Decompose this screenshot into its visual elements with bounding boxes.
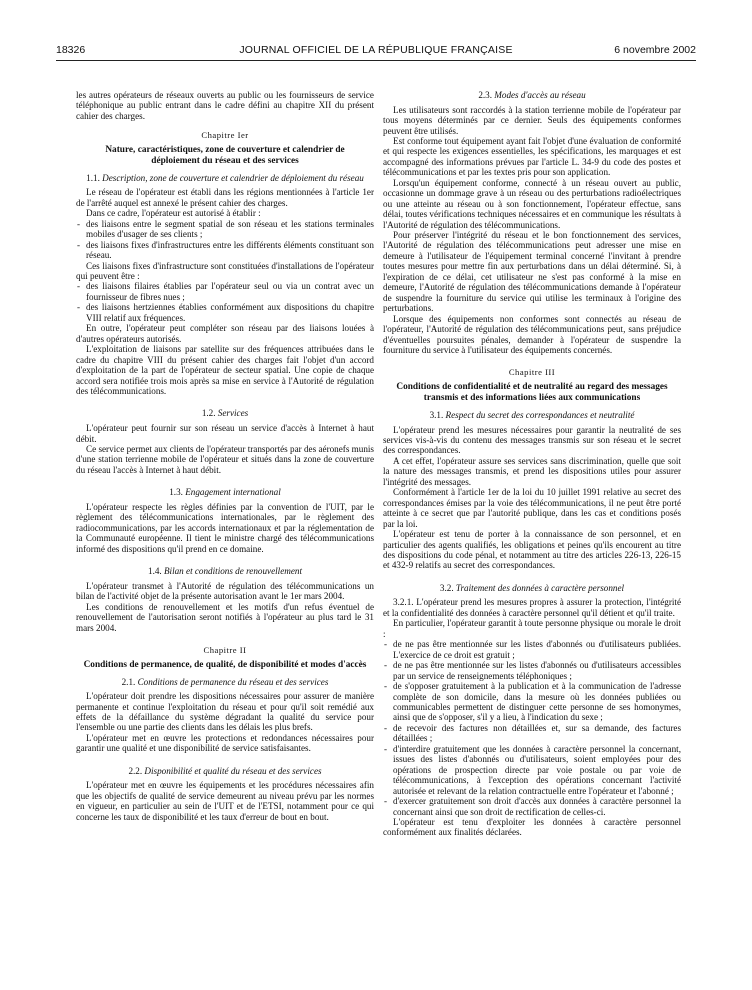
paragraph: Les conditions de renouvellement et les motifs d'un refus éventuel de renouvellement de l'autorisation seront notifiés à l'opérateur au plus tard le 31 mars 2004. (76, 601, 374, 633)
list-item: - de s'opposer gratuitement à la publication et à la communication de l'adresse complète de son domicile, dans la mesure où les données publiées ou communicables permettent de distinguer cette personne de ses homonymes, ainsi que de s'opposer, s'il y a lieu, à l'indication du sexe ; (383, 681, 681, 723)
paragraph: L'opérateur est tenu de porter à la connaissance de son personnel, et en particulier des agents qualifiés, les obligations et peines qu'ils encourent au titre des dispositions du code pénal, et notamment au titre des articles 226-13, 226-15 et 432-9 relatifs au secret des correspondances. (383, 529, 681, 571)
paragraph: Le réseau de l'opérateur est établi dans les régions mentionnées à l'article 1er de l'arrêté auquel est annexé le présent cahier des charges. (76, 187, 374, 208)
paragraph: Ce service permet aux clients de l'opérateur transportés par des aéronefs munis d'une station terrienne mobile de l'opérateur et situés dans la zone de couverture du réseau l'accès à Internet à haut débit. (76, 443, 374, 475)
bullet-list (383, 639, 681, 817)
paragraph: Dans ce cadre, l'opérateur est autorisé à établir : (86, 208, 261, 219)
section-heading (76, 173, 374, 184)
list-item: - de recevoir des factures non détaillées et, sur sa demande, des factures détaillées ; (383, 723, 681, 744)
list-item: - de ne pas être mentionnée sur les listes d'abonnés ou d'utilisateurs accessibles par un service de renseignements téléphoniques ; (383, 660, 681, 681)
section-number: 2.2. (128, 765, 143, 776)
list-item: - des liaisons entre le segment spatial de son réseau et les stations terminales mobiles d'usager de ses clients ; (76, 219, 374, 240)
paragraph: L'opérateur respecte les règles définies par la convention de l'UIT, par le règlement des télécommunications internationales, par le règlement des radiocommunications, par les accords internationaux et par la réglementation de la Communauté européenne. Il tient le ministre chargé des télécommunications informé des dispositions qu'il prend en ce domaine. (76, 501, 374, 554)
paragraph: Lorsqu'un équipement conforme, connecté à un réseau ouvert au public, occasionne un dommage grave à un réseau ou des perturbations radioélectriques ou une atteinte au réseau ou à son fonctionnement, l'opérateur effectue, sans délai, toutes vérifications techniques nécessaires et en communique les résultats à l'Autorité de régulation des télécommunications. (383, 177, 681, 230)
chapter-title: Nature, caractéristiques, zone de couverture et calendrier de déploiement du réseau et des services (105, 144, 345, 166)
chapter-label: Chapitre Ier (201, 130, 249, 141)
section-number: 2.3. (478, 90, 492, 100)
journal-title: JOURNAL OFFICIEL DE LA RÉPUBLIQUE FRANÇAISE (239, 44, 513, 56)
chapter-label: Chapitre II (203, 645, 247, 656)
section-title: Services (217, 408, 249, 419)
paragraph: En outre, l'opérateur peut compléter son réseau par des liaisons louées à d'autres opérateurs autorisés. (76, 323, 374, 344)
paragraph: Lorsque des équipements non conformes sont connectés au réseau de l'opérateur, l'Autorité de régulation des télécommunications peut, sans préjudice d'éventuelles poursuites pénales, demander à l'opérateur de suspendre la fourniture du service à l'utilisateur des équipements concernés. (383, 313, 681, 356)
section-heading (76, 766, 374, 777)
paragraph: Les utilisateurs sont raccordés à la station terrienne mobile de l'opérateur par tous moyens déterminés par ce dernier. Seuls des équipements conformes peuvent être utilisés. (383, 104, 681, 136)
paragraph: A cet effet, l'opérateur assure ses services sans discrimination, quelle que soit la nature des messages transmis, et prend les dispositions utiles pour assurer l'intégrité des messages. (383, 455, 681, 487)
paragraph: L'opérateur prend les mesures nécessaires pour garantir la neutralité de ses services vis-à-vis du contenu des messages transmis sur son réseau et le secret des correspondances. (383, 424, 681, 456)
chapter-title: Conditions de confidentialité et de neutralité au regard des messages transmis et des informations liées aux communications (396, 381, 668, 403)
paragraph: L'opérateur peut fournir sur son réseau un service d'accès à Internet à haut débit. (76, 423, 374, 444)
list-item: - des liaisons fixes d'infrastructures entre les différents éléments constituant son réseau. (76, 240, 374, 261)
section-number: 1.1. (86, 172, 100, 183)
section-title: Disponibilité et qualité du réseau et des services (144, 765, 322, 776)
paragraph: L'opérateur transmet à l'Autorité de régulation des télécommunications un bilan de l'activité objet de la présente autorisation avant le 1er mars 2004. (76, 580, 374, 602)
section-title: Engagement international (185, 487, 281, 498)
section-title: Description, zone de couverture et calendrier de déploiement du réseau (102, 172, 364, 183)
left-column (76, 90, 374, 822)
paragraph: L'opérateur doit prendre les dispositions nécessaires pour assurer de manière permanente et continue l'exploitation du réseau et pour qu'il soit remédié aux effets de la défaillance du système dégradant la qualité du service pour l'ensemble ou une partie des clients dans les délais les plus brefs. (76, 691, 374, 733)
section-heading (76, 677, 374, 688)
paragraph: Ces liaisons fixes d'infrastructure sont constituées d'installations de l'opérateur qui peuvent être : (76, 260, 374, 282)
bullet-list (76, 219, 374, 261)
section-title: Respect du secret des correspondances et neutralité (445, 409, 635, 420)
page-header (56, 44, 696, 58)
paragraph: En particulier, l'opérateur garantit à toute personne physique ou morale le droit : (383, 618, 681, 639)
paragraph: les autres opérateurs de réseaux ouverts au public ou les fournisseurs de service téléphonique au public entrant dans le cadre défini au chapitre XII du présent cahier des charges. (76, 90, 374, 121)
section-number: 1.2. (201, 408, 216, 419)
paragraph: L'exploitation de liaisons par satellite sur des fréquences attribuées dans le cadre du chapitre VIII du présent cahier des charges fait l'objet d'un accord d'exploitation de la part de l'opérateur de secteur spatial. Une copie de chaque accord sera notifiée trois mois après sa mise en service à l'Autorité de régulation des télécommunications. (76, 344, 374, 397)
section-title: Conditions de permanence du réseau et des services (137, 676, 329, 687)
list-item: - d'exercer gratuitement son droit d'accès aux données à caractère personnel la concernant ainsi que son droit de rectification de celles-ci. (383, 796, 681, 817)
publication-date: 6 novembre 2002 (614, 44, 696, 56)
paragraph: Est conforme tout équipement ayant fait l'objet d'une évaluation de conformité et qui respecte les exigences essentielles, les spécifications, les marquages et est accompagné des informations prévues par l'article L. 34-9 du code des postes et télécommunications et par les textes pris pour son application. (383, 135, 681, 178)
bullet-list (76, 281, 374, 323)
paragraph: L'opérateur met en œuvre les protections et redondances nécessaires pour garantir une qualité et une disponibilité de service satisfaisantes. (76, 732, 374, 754)
section-title: Traitement des données à caractère personnel (455, 582, 625, 593)
paragraph: 3.2.1. L'opérateur prend les mesures propres à assurer la protection, l'intégrité et la confidentialité des données à caractère personnel qu'il détient et qu'il traite. (383, 597, 681, 618)
page-number: 18326 (56, 44, 86, 56)
section-heading (76, 487, 374, 498)
section-heading (383, 583, 681, 594)
paragraph: Conformément à l'article 1er de la loi du 10 juillet 1991 relative au secret des correspondances émises par la voie des télécommunications, il ne peut être porté atteinte à ce secret que par l'autorité publique, dans les cas et conditions posés par la loi. (383, 487, 681, 529)
chapter-label: Chapitre III (508, 367, 556, 378)
chapter-title: Conditions de permanence, de qualité, de disponibilité et modes d'accès (83, 659, 367, 670)
section-heading (383, 410, 681, 421)
section-number: 1.4. (148, 566, 162, 577)
section-number: 3.2. (439, 582, 454, 593)
paragraph: Pour préserver l'intégrité du réseau et le bon fonctionnement des services, l'Autorité de régulation des télécommunications peut adresser une mise en demeure à l'utilisateur de l'équipement terminal concerné l'invitant à prendre toutes mesures pour mettre fin aux perturbations dans un délai déterminé. Si, à l'expiration de ce délai, cet utilisateur ne s'est pas conformé à la mise en demeure, l'Autorité de régulation des télécommunications demande à l'opérateur de suspendre la fourniture du service qui utilise les terminaux à l'origine des perturbations. (383, 230, 681, 314)
list-item: - des liaisons hertziennes établies conformément aux dispositions du chapitre VIII relatif aux fréquences. (76, 302, 374, 323)
list-item: - de ne pas être mentionnée sur les listes d'abonnés ou d'utilisateurs publiées. L'exercice de ce droit est gratuit ; (383, 639, 681, 660)
paragraph: L'opérateur met en œuvre les équipements et les procédures nécessaires afin que les objectifs de qualité de service demeurent au niveau prévu par les normes en vigueur, en particulier au sein de l'UIT et de l'ETSI, notamment pour ce qui concerne les taux de disponibilité et les taux d'erreur de bout en bout. (76, 780, 374, 822)
section-title: Bilan et conditions de renouvellement (163, 566, 302, 577)
section-number: 2.1. (121, 676, 136, 687)
right-column (383, 90, 681, 838)
section-heading (383, 90, 681, 101)
section-title: Modes d'accès au réseau (494, 90, 586, 100)
paragraph: L'opérateur est tenu d'exploiter les données à caractère personnel conformément aux finalités déclarées. (383, 816, 681, 838)
section-heading (76, 566, 374, 577)
list-item: - des liaisons filaires établies par l'opérateur seul ou via un contrat avec un fournisseur de fibres nues ; (76, 281, 374, 302)
header-rule (56, 60, 696, 61)
section-number: 1.3. (169, 487, 183, 498)
list-item: - d'interdire gratuitement que les données à caractère personnel la concernant, issues des listes d'abonnés ou d'utilisateurs, soient employées pour des opérations de prospection directe par voie postale ou par voie de télécommunications, à l'exception des opérations concernant l'activité autorisée et relevant de la relation contractuelle entre l'opérateur et l'abonné ; (383, 744, 681, 796)
section-heading (76, 408, 374, 419)
section-number: 3.1. (429, 409, 444, 420)
